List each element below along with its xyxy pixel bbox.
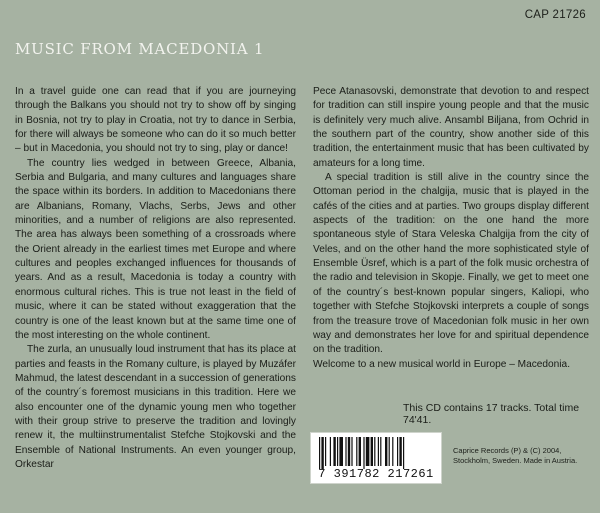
album-title: MUSIC FROM MACEDONIA 1 <box>15 40 265 58</box>
barcode-bar <box>348 437 350 466</box>
credits-line: Caprice Records (P) & (C) 2004, <box>453 446 562 455</box>
barcode-bar <box>403 437 404 469</box>
barcode-bar <box>325 437 326 466</box>
barcode-bar <box>321 437 323 469</box>
barcode-bar <box>385 437 387 466</box>
barcode-bar <box>359 437 361 466</box>
barcode-bar <box>397 437 398 466</box>
barcode-bar <box>392 437 393 466</box>
liner-notes-right-column <box>313 85 589 372</box>
barcode-bar <box>389 437 390 466</box>
liner-notes-left-column <box>15 85 296 472</box>
barcode-bar <box>366 437 370 466</box>
barcode-number: 7 391782 217261 <box>318 467 434 481</box>
closing-line: Welcome to a new musical world in Europe – Macedonia. <box>313 358 571 370</box>
barcode-bar <box>351 437 352 466</box>
track-count-note: This CD contains 17 tracks. Total time 74'41. <box>403 402 580 426</box>
label-credits <box>453 446 577 466</box>
barcode-bar <box>399 437 401 466</box>
credits-line: Stockholm, Sweden. Made in Austria. <box>453 456 578 465</box>
catalog-number: CAP 21726 <box>524 9 586 21</box>
liner-paragraph: The country lies wedged in between Greece, Albania, Serbia and Bulgaria, and many cultures and languages share the space within its borders. In addition to Macedonians there are Albanians, Romany, Vlachs, Serbs, Jews and other minorities, and a number of religions are also represented. The area has always been something of a crossroads where the Orient already in the earliest times met Europe and where cultures and peoples exchanged influences for thousands of years. And as a result, Macedonia is today a country with enormous cultural riches. This is true not least in the field of music, where it can be stated without exaggeration that the country is one of the least known but at the same time one of the most interesting on the whole continent. <box>15 157 296 341</box>
liner-paragraph: A special tradition is still alive in the country since the Ottoman period in the chalgija, music that is played in the cafés of the cities and at parties. Two groups display different aspects of the tradition: on the one hand the more spontaneous style of Stara Veleska Chalgija from the city of Veles, and on the other hand the more sophisticated style of Ensemble Üsref, which is a part of the folk music orchestra of the radio and television in Skopje. Finally, we get to meet one of the country´s best-known popular singers, Kaliopi, who together with Stefche Stojkovski interprets a couple of songs from the treasure trove of Macedonian folk music in her own way and demonstrates her love for and spiritual dependence on the tradition. <box>313 172 589 356</box>
barcode-bar <box>345 437 346 466</box>
barcode-bars <box>311 433 441 469</box>
liner-paragraph: The zurla, an unusually loud instrument that has its place at parties and feasts in the Romany culture, is played by Muzáfer Mahmud, the latest descendant in a succession of generations of the country´s foremost musicians in this tradition. Here we also encounter one of the dynamic young men who together with their group strive to preserve the tradition and lovingly renew it, the multiinstrumentalist Stefche Stojkovski and the Ensemble of National Instruments. An even younger group, Orkestar <box>15 344 296 470</box>
liner-paragraph: In a travel guide one can read that if you are journeying through the Balkans you should not try to show off by singing in Bosnia, not try to play in Croatia, not try to dance in Serbia, for there will always be someone who can do it so much better – but in Macedonia, you should not try to sing, play or dance! <box>15 86 296 155</box>
barcode-bar <box>337 437 338 466</box>
barcode-bar <box>380 437 381 466</box>
liner-paragraph: Pece Atanasovski, demonstrate that devotion to and respect for tradition can still inspire young people and that the music is definitely very much alive. Ansambl Biljana, from Ochrid in the southern part of the country, show another side of this tradition, the entertainment music that has been cultivated by amateurs for a long time. <box>313 86 589 169</box>
barcode-bar <box>378 437 379 466</box>
barcode-bar <box>356 437 357 466</box>
barcode-bar <box>363 437 364 469</box>
barcode <box>310 432 442 484</box>
barcode-bar <box>319 437 320 469</box>
barcode-bar <box>374 437 375 466</box>
barcode-bar <box>333 437 335 466</box>
barcode-bar <box>371 437 373 466</box>
barcode-bar <box>330 437 331 466</box>
barcode-bar <box>339 437 343 466</box>
